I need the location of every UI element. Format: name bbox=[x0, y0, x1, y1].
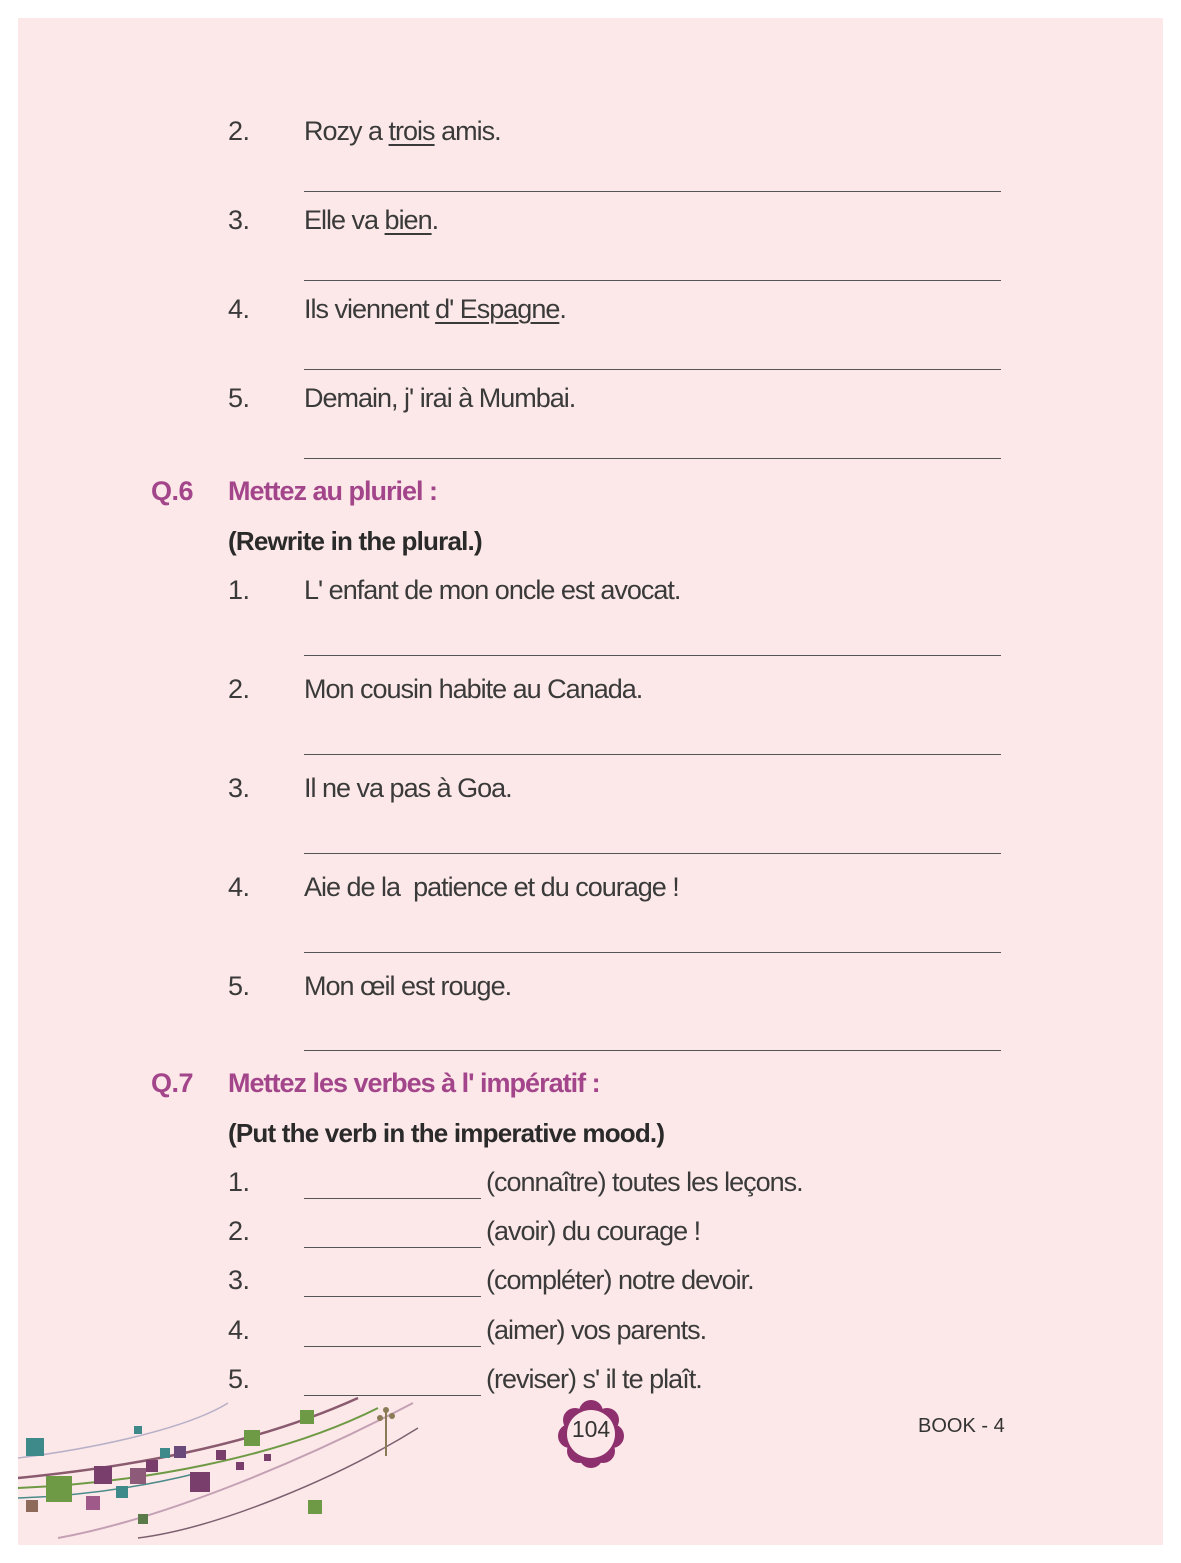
q6-item-sentence: Mon œil est rouge. bbox=[304, 971, 512, 1001]
q7-item-text: (avoir) du courage ! bbox=[486, 1216, 701, 1246]
deco-square bbox=[146, 1460, 158, 1472]
q5-item-5-number: 5. bbox=[228, 383, 250, 413]
answer-line[interactable] bbox=[304, 458, 1001, 459]
deco-square bbox=[138, 1514, 148, 1524]
q5-item-3-number: 3. bbox=[228, 205, 250, 235]
verb-blank[interactable] bbox=[304, 1346, 481, 1347]
q7-item-text: (aimer) vos parents. bbox=[486, 1315, 707, 1345]
q6-item-sentence: L' enfant de mon oncle est avocat. bbox=[304, 575, 681, 605]
q6-number: Q.6 bbox=[151, 476, 194, 506]
worksheet-page bbox=[18, 18, 1163, 1545]
deco-sprig bbox=[383, 1407, 389, 1413]
page-number: 104 bbox=[571, 1416, 611, 1442]
verb-blank[interactable] bbox=[304, 1296, 481, 1297]
q6-item-number: 3. bbox=[228, 773, 250, 803]
q7-subtitle: (Put the verb in the imperative mood.) bbox=[228, 1118, 665, 1148]
q6-item-number: 2. bbox=[228, 674, 250, 704]
verb-blank[interactable] bbox=[304, 1247, 481, 1248]
q6-item-sentence: Mon cousin habite au Canada. bbox=[304, 674, 643, 704]
deco-sprig bbox=[389, 1413, 395, 1419]
deco-square bbox=[26, 1438, 44, 1456]
deco-square bbox=[190, 1472, 210, 1492]
book-label: BOOK - 4 bbox=[918, 1415, 1005, 1437]
answer-line[interactable] bbox=[304, 952, 1001, 953]
deco-sprig bbox=[377, 1415, 383, 1421]
deco-square bbox=[86, 1496, 100, 1510]
answer-line[interactable] bbox=[304, 853, 1001, 854]
q5-item-5-sentence: Demain, j' irai à Mumbai. bbox=[304, 383, 576, 413]
deco-square bbox=[308, 1500, 322, 1514]
q7-item-number: 5. bbox=[228, 1364, 250, 1394]
q7-item-number: 1. bbox=[228, 1167, 250, 1197]
q7-number: Q.7 bbox=[151, 1068, 194, 1098]
verb-blank[interactable] bbox=[304, 1198, 481, 1199]
answer-line[interactable] bbox=[304, 191, 1001, 192]
deco-square bbox=[174, 1446, 186, 1458]
deco-square bbox=[264, 1454, 271, 1461]
answer-line[interactable] bbox=[304, 280, 1001, 281]
q6-item-number: 5. bbox=[228, 971, 250, 1001]
q5-item-2-number: 2. bbox=[228, 116, 250, 146]
deco-square bbox=[46, 1476, 72, 1502]
q6-item-sentence: Aie de la patience et du courage ! bbox=[304, 872, 679, 902]
deco-square bbox=[116, 1486, 128, 1498]
q6-item-sentence: Il ne va pas à Goa. bbox=[304, 773, 512, 803]
q7-item-text: (connaître) toutes les leçons. bbox=[486, 1167, 803, 1197]
answer-line[interactable] bbox=[304, 655, 1001, 656]
q5-item-4-sentence: Ils viennent d' Espagne. bbox=[304, 294, 566, 324]
q7-item-number: 4. bbox=[228, 1315, 250, 1345]
q6-title: Mettez au pluriel : bbox=[228, 476, 438, 506]
swirl-line bbox=[138, 1428, 418, 1538]
deco-square bbox=[300, 1410, 314, 1424]
answer-line[interactable] bbox=[304, 754, 1001, 755]
q6-item-number: 1. bbox=[228, 575, 250, 605]
q7-item-number: 2. bbox=[228, 1216, 250, 1246]
deco-square bbox=[26, 1500, 38, 1512]
q7-title: Mettez les verbes à l' impératif : bbox=[228, 1068, 600, 1098]
q5-item-4-number: 4. bbox=[228, 294, 250, 324]
answer-line[interactable] bbox=[304, 1050, 1001, 1051]
deco-square bbox=[244, 1430, 260, 1446]
q5-item-2-sentence: Rozy a trois amis. bbox=[304, 116, 501, 146]
deco-square bbox=[94, 1466, 112, 1484]
deco-square bbox=[160, 1448, 170, 1458]
deco-square bbox=[216, 1450, 226, 1460]
q7-item-number: 3. bbox=[228, 1265, 250, 1295]
q5-item-3-sentence: Elle va bien. bbox=[304, 205, 439, 235]
deco-square bbox=[130, 1468, 146, 1484]
q7-item-text: (reviser) s' il te plaît. bbox=[486, 1364, 702, 1394]
deco-square bbox=[134, 1426, 142, 1434]
q6-subtitle: (Rewrite in the plural.) bbox=[228, 526, 482, 556]
deco-square bbox=[236, 1462, 244, 1470]
decorative-swirl bbox=[18, 1388, 438, 1545]
q7-item-text: (compléter) notre devoir. bbox=[486, 1265, 754, 1295]
q6-item-number: 4. bbox=[228, 872, 250, 902]
answer-line[interactable] bbox=[304, 369, 1001, 370]
